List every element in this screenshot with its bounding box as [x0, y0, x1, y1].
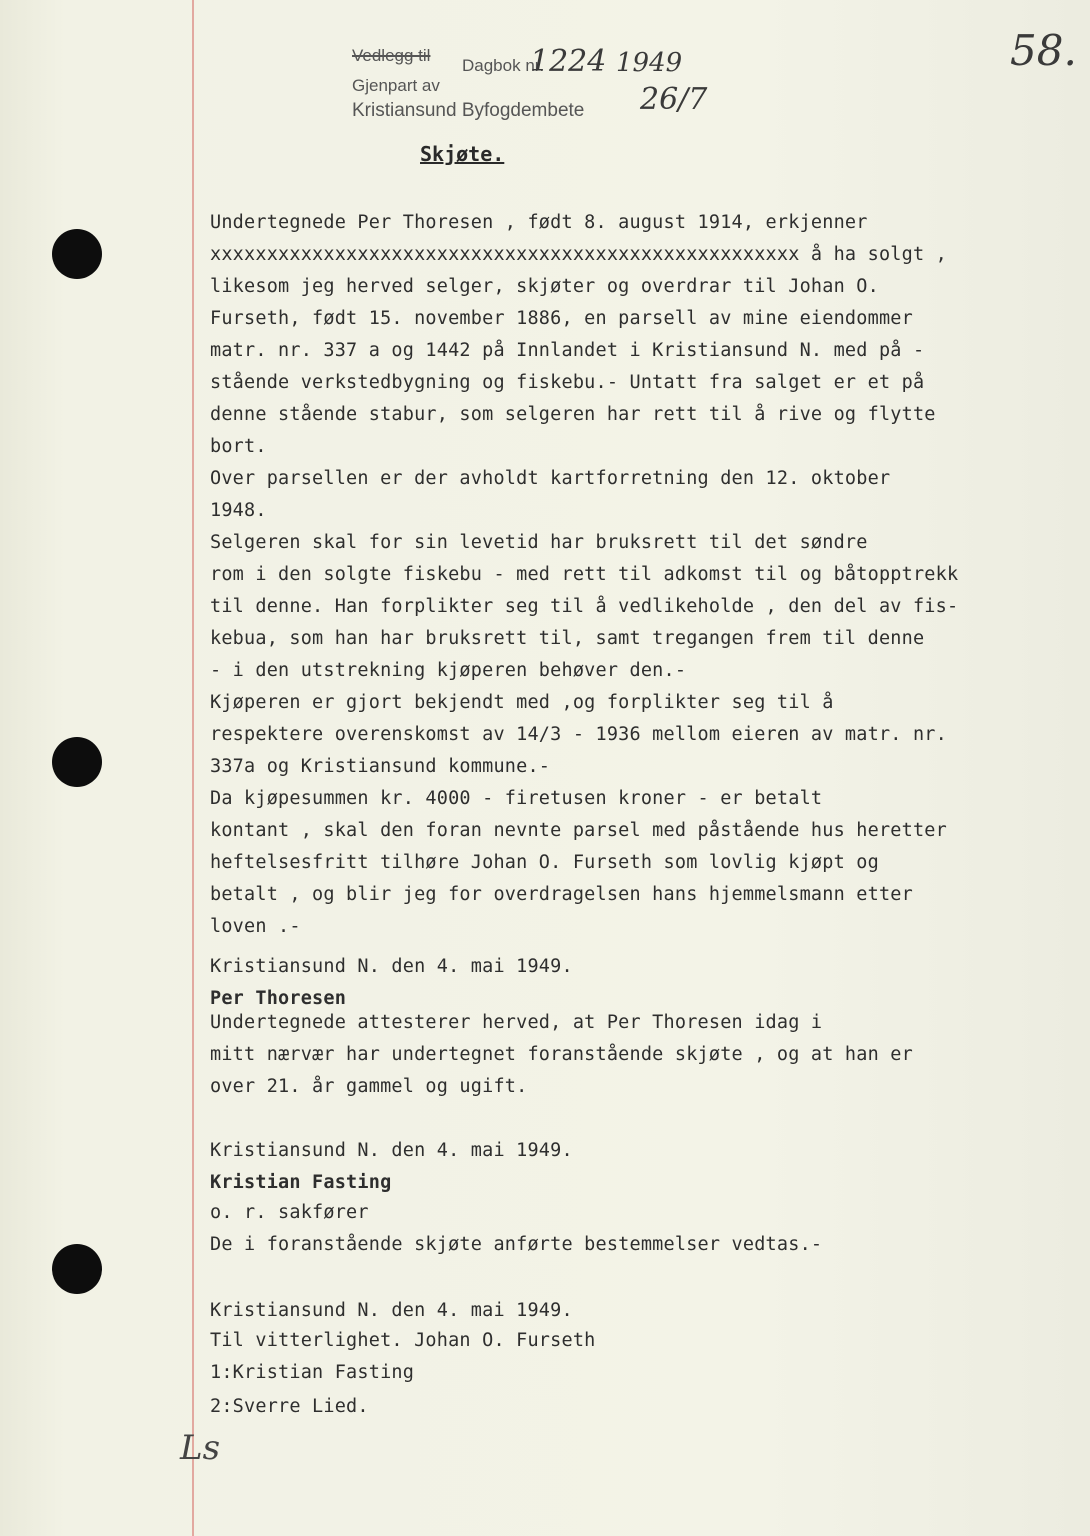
- text-line: Til vitterlighet. Johan O. Furseth: [210, 1330, 596, 1351]
- text-line: matr. nr. 337 a og 1442 på Innlandet i Kristiansund N. med på -: [210, 340, 925, 361]
- text-line: likesom jeg herved selger, skjøter og overdrar til Johan O.: [210, 276, 879, 297]
- text-line: 1:Kristian Fasting: [210, 1362, 415, 1383]
- text-line: over 21. år gammel og ugift.: [210, 1076, 528, 1097]
- text-line: De i foranstående skjøte anførte bestemmelser vedtas.-: [210, 1234, 823, 1255]
- dagbok-label: Dagbok nr.: [462, 56, 545, 75]
- text-line: loven .-: [210, 916, 301, 937]
- handwritten-date: 26/7: [640, 82, 708, 117]
- dagbok-number: 1224: [530, 44, 607, 79]
- margin-line: [192, 0, 194, 1536]
- text-line: xxxxxxxxxxxxxxxxxxxxxxxxxxxxxxxxxxxxxxxxxxxxxxxxxxxx å ha solgt ,: [210, 244, 947, 265]
- text-line: bort.: [210, 436, 267, 457]
- office-name: Kristiansund Byfogdembete: [352, 100, 585, 121]
- text-line: mitt nærvær har undertegnet foranstående skjøte , og at han er: [210, 1044, 913, 1065]
- struck-label: Vedlegg til: [352, 46, 431, 65]
- text-line: rom i den solgte fiskebu - med rett til adkomst til og båtopptrekk: [210, 564, 959, 585]
- text-line: denne stående stabur, som selgeren har rett til å rive og flytte: [210, 404, 936, 425]
- text-line: Kristian Fasting: [210, 1172, 392, 1193]
- text-line: - i den utstrekning kjøperen behøver den.-: [210, 660, 687, 681]
- text-line: respektere overenskomst av 14/3 - 1936 mellom eieren av matr. nr.: [210, 724, 947, 745]
- text-line: Kristiansund N. den 4. mai 1949.: [210, 956, 573, 977]
- text-line: til denne. Han forplikter seg til å vedlikeholde , den del av fis-: [210, 596, 959, 617]
- punch-hole: [52, 737, 102, 787]
- text-line: betalt , og blir jeg for overdragelsen hans hjemmelsmann etter: [210, 884, 913, 905]
- document-body: [210, 212, 1070, 1442]
- text-line: 2:Sverre Lied.: [210, 1396, 369, 1417]
- text-line: Undertegnede attesterer herved, at Per Thoresen idag i: [210, 1012, 823, 1033]
- text-line: kontant , skal den foran nevnte parsel med påstående hus heretter: [210, 820, 947, 841]
- text-line: stående verkstedbygning og fiskebu.- Untatt fra salget er et på: [210, 372, 925, 393]
- handwritten-initials: Ls: [180, 1428, 221, 1468]
- text-line: heftelsesfritt tilhøre Johan O. Furseth som lovlig kjøpt og: [210, 852, 879, 873]
- text-line: Per Thoresen: [210, 988, 347, 1009]
- text-line: Over parsellen er der avholdt kartforretning den 12. oktober: [210, 468, 891, 489]
- text-line: 337a og Kristiansund kommune.-: [210, 756, 551, 777]
- text-line: 1948.: [210, 500, 267, 521]
- text-line: Da kjøpesummen kr. 4000 - firetusen kroner - er betalt: [210, 788, 823, 809]
- text-line: o. r. sakfører: [210, 1202, 369, 1223]
- text-line: Furseth, født 15. november 1886, en parsell av mine eiendommer: [210, 308, 913, 329]
- year: 1949: [616, 48, 683, 78]
- text-line: Selgeren skal for sin levetid har bruksrett til det søndre: [210, 532, 868, 553]
- document-title: Skjøte.: [420, 142, 505, 166]
- text-line: kebua, som han har bruksrett til, samt tregangen frem til denne: [210, 628, 925, 649]
- page-number: 58.: [1010, 26, 1077, 75]
- text-line: Undertegnede Per Thoresen , født 8. august 1914, erkjenner: [210, 212, 868, 233]
- text-line: Kristiansund N. den 4. mai 1949.: [210, 1300, 573, 1321]
- gjenpart-label: Gjenpart av: [352, 76, 440, 95]
- text-line: Kristiansund N. den 4. mai 1949.: [210, 1140, 573, 1161]
- text-line: Kjøperen er gjort bekjendt med ,og forplikter seg til å: [210, 692, 834, 713]
- punch-hole: [52, 1244, 102, 1294]
- punch-hole: [52, 229, 102, 279]
